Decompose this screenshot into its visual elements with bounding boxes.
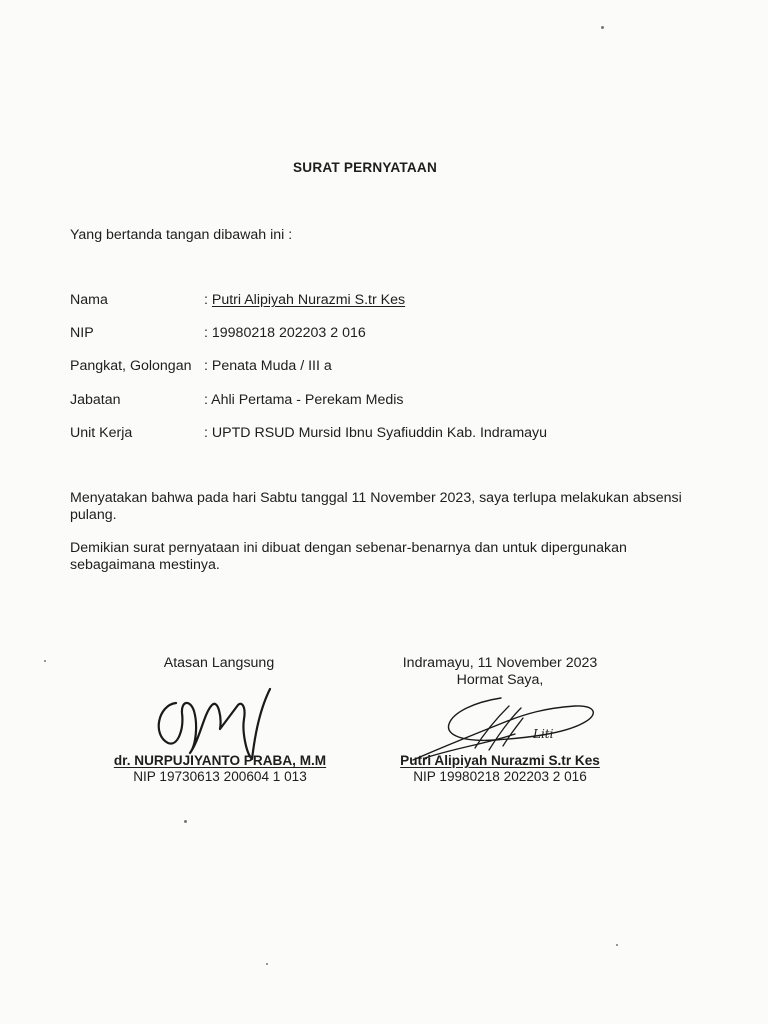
signer-identity [376, 753, 624, 784]
field-label-pangkat: Pangkat, Golongan [70, 358, 192, 374]
signature-scribble-text: Liti [533, 727, 554, 741]
field-label-nama: Nama [70, 292, 108, 308]
scan-speck [44, 660, 46, 662]
document-title: SURAT PERNYATAAN [293, 160, 437, 175]
supervisor-heading: Atasan Langsung [163, 655, 275, 671]
signer-name: Putri Alipiyah Nurazmi S.tr Kes [400, 753, 600, 768]
intro-text: Yang bertanda tangan dibawah ini : [70, 227, 293, 243]
supervisor-identity [94, 753, 346, 784]
signer-signature-block [380, 655, 620, 688]
field-value-nama: : Putri Alipiyah Nurazmi S.tr Kes [204, 292, 406, 308]
scan-speck [266, 963, 268, 965]
field-value-unit-kerja: : UPTD RSUD Mursid Ibnu Syafiuddin Kab. Indramayu [204, 425, 548, 441]
field-value-nama-text: Putri Alipiyah Nurazmi S.tr Kes [211, 292, 406, 308]
field-label-jabatan: Jabatan [70, 392, 121, 408]
closing-paragraph: Demikian surat pernyataan ini dibuat dengan sebenar-benarnya dan untuk dipergunakan sebagaimana mestinya. [70, 540, 627, 573]
field-label-unit-kerja: Unit Kerja [70, 425, 133, 441]
supervisor-handwritten-signature [148, 683, 288, 763]
closing-salutation: Hormat Saya, [456, 672, 544, 688]
field-value-pangkat: : Penata Muda / III a [204, 358, 332, 374]
scan-speck [616, 944, 618, 946]
field-label-nip: NIP [70, 325, 94, 341]
supervisor-signature-block [100, 655, 340, 671]
place-date: Indramayu, 11 November 2023 [402, 655, 598, 671]
field-value-nip: : 19980218 202203 2 016 [204, 325, 366, 341]
supervisor-nip: NIP 19730613 200604 1 013 [133, 769, 307, 784]
scan-speck [184, 820, 187, 823]
scan-speck [601, 26, 604, 29]
supervisor-name: dr. NURPUJIYANTO PRABA, M.M [113, 753, 327, 768]
field-value-jabatan: : Ahli Pertama - Perekam Medis [204, 392, 404, 408]
signer-nip: NIP 19980218 202203 2 016 [413, 769, 587, 784]
statement-paragraph: Menyatakan bahwa pada hari Sabtu tanggal 11 November 2023, saya terlupa melakukan absensi pulang. [70, 490, 682, 523]
